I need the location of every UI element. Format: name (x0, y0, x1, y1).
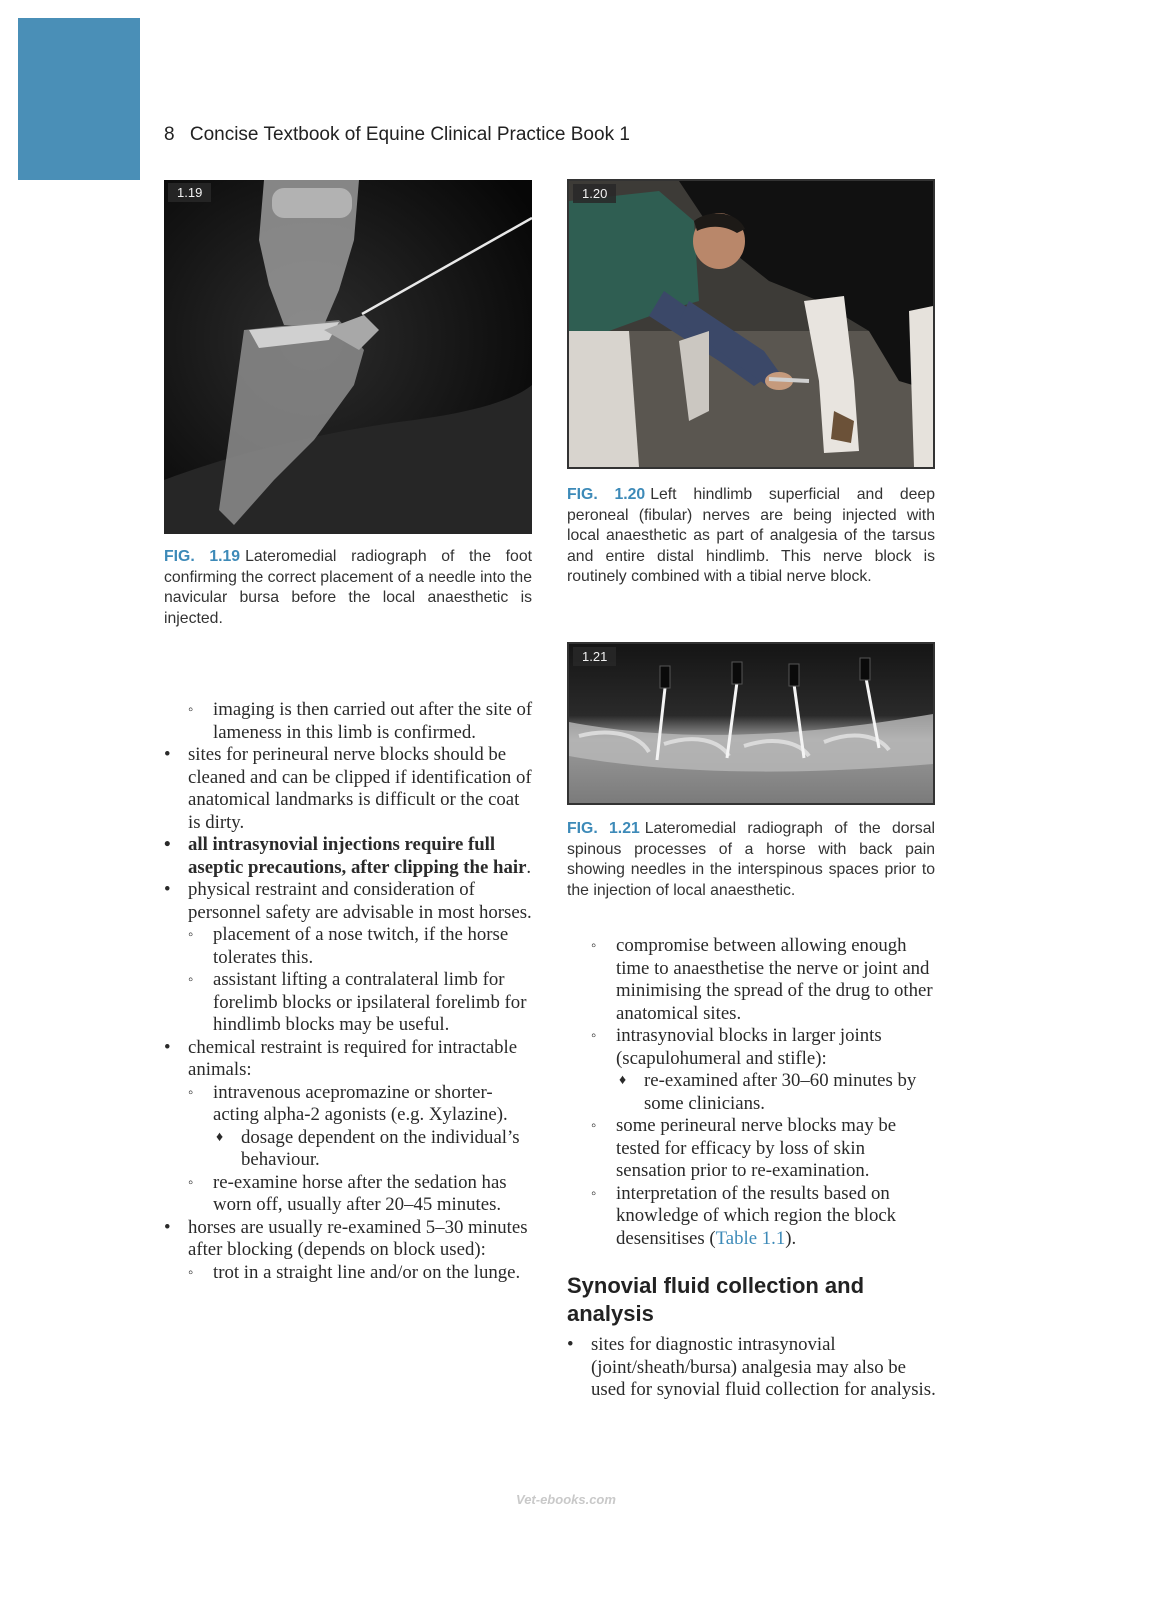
right-text-column (567, 935, 939, 1402)
table-1-1-link[interactable]: Table 1.1 (715, 1227, 786, 1249)
list-item: ◦ placement of a nose twitch, if the horse tolerates this. (164, 924, 536, 969)
list-item: ◦ intravenous acepromazine or shorter-acting alpha-2 agonists (e.g. Xylazine). (164, 1082, 536, 1127)
caption-text: Left hindlimb superficial and deep peroneal (fibular) nerves are being injected with local anaesthetic as part of analgesia of the tarsus and entire distal hindlimb. This nerve block is routinely combined with a tibial nerve block. (567, 486, 935, 585)
list-item: • chemical restraint is required for intractable animals: (164, 1037, 536, 1082)
figure-tag: 1.19 (168, 183, 211, 202)
list-item: ◦ some perineural nerve blocks may be tested for efficacy by loss of skin sensation prior to re-examination. (567, 1115, 939, 1183)
list-item: • all intrasynovial injections require full aseptic precautions, after clipping the hair. (164, 834, 536, 879)
spine-radiograph-image (569, 644, 933, 803)
nerve-block-photo-image (569, 181, 933, 467)
figure-1-19-caption (164, 547, 532, 629)
caption-label: FIG. 1.20 (567, 486, 646, 503)
list-item: ◦ assistant lifting a contralateral limb for forelimb blocks or ipsilateral forelimb for hindlimb blocks may be useful. (164, 969, 536, 1037)
figure-1-19-radiograph (164, 180, 532, 534)
corner-color-block (18, 18, 140, 180)
list-item: ◦ intrasynovial blocks in larger joints (scapulohumeral and stifle): (567, 1025, 939, 1070)
list-item: • horses are usually re-examined 5–30 minutes after blocking (depends on block used): (164, 1217, 536, 1262)
page-number: 8 (164, 124, 175, 145)
list-item: ♦ re-examined after 30–60 minutes by some clinicians. (567, 1070, 939, 1115)
caption-text: Lateromedial radiograph of the foot confirming the correct placement of a needle into the navicular bursa before the local anaesthetic is injected. (164, 548, 532, 627)
figure-1-20-photo (567, 179, 935, 469)
figure-tag: 1.21 (573, 647, 616, 666)
section-heading: Synovial fluid collection and analysis (567, 1273, 865, 1326)
list-item: ♦ dosage dependent on the individual’s behaviour. (164, 1127, 536, 1172)
caption-label: FIG. 1.19 (164, 548, 241, 565)
list-item: • sites for diagnostic intrasynovial (joint/sheath/bursa) analgesia may also be used for synovial fluid collection for analysis. (567, 1334, 939, 1402)
book-title: Concise Textbook of Equine Clinical Practice Book 1 (189, 124, 630, 145)
figure-tag: 1.20 (573, 184, 616, 203)
list-item: ◦ re-examine horse after the sedation has worn off, usually after 20–45 minutes. (164, 1172, 536, 1217)
list-item: • physical restraint and consideration of personnel safety are advisable in most horses. (164, 879, 536, 924)
caption-text: Lateromedial radiograph of the dorsal spinous processes of a horse with back pain showing needles in the interspinous spaces prior to the injection of local anaesthetic. (567, 820, 935, 899)
figure-1-21-radiograph (567, 642, 935, 805)
running-header (164, 124, 630, 146)
list-item: ◦ trot in a straight line and/or on the lunge. (164, 1262, 536, 1285)
caption-label: FIG. 1.21 (567, 820, 640, 837)
list-item: • sites for perineural nerve blocks should be cleaned and can be clipped if identification of anatomical landmarks is difficult or the coat is dirty. (164, 744, 536, 834)
foot-radiograph-image (164, 180, 532, 534)
watermark: Vet-ebooks.com (516, 1492, 616, 1507)
left-text-column (164, 699, 536, 1284)
list-item: ◦ imaging is then carried out after the site of lameness in this limb is confirmed. (164, 699, 536, 744)
figure-1-21-caption (567, 819, 935, 901)
list-item: ◦ interpretation of the results based on knowledge of which region the block desensitises (Table 1.1). (567, 1183, 939, 1251)
list-item: ◦ compromise between allowing enough time to anaesthetise the nerve or joint and minimising the spread of the drug to other anatomical sites. (567, 935, 939, 1025)
figure-1-20-caption (567, 485, 935, 588)
